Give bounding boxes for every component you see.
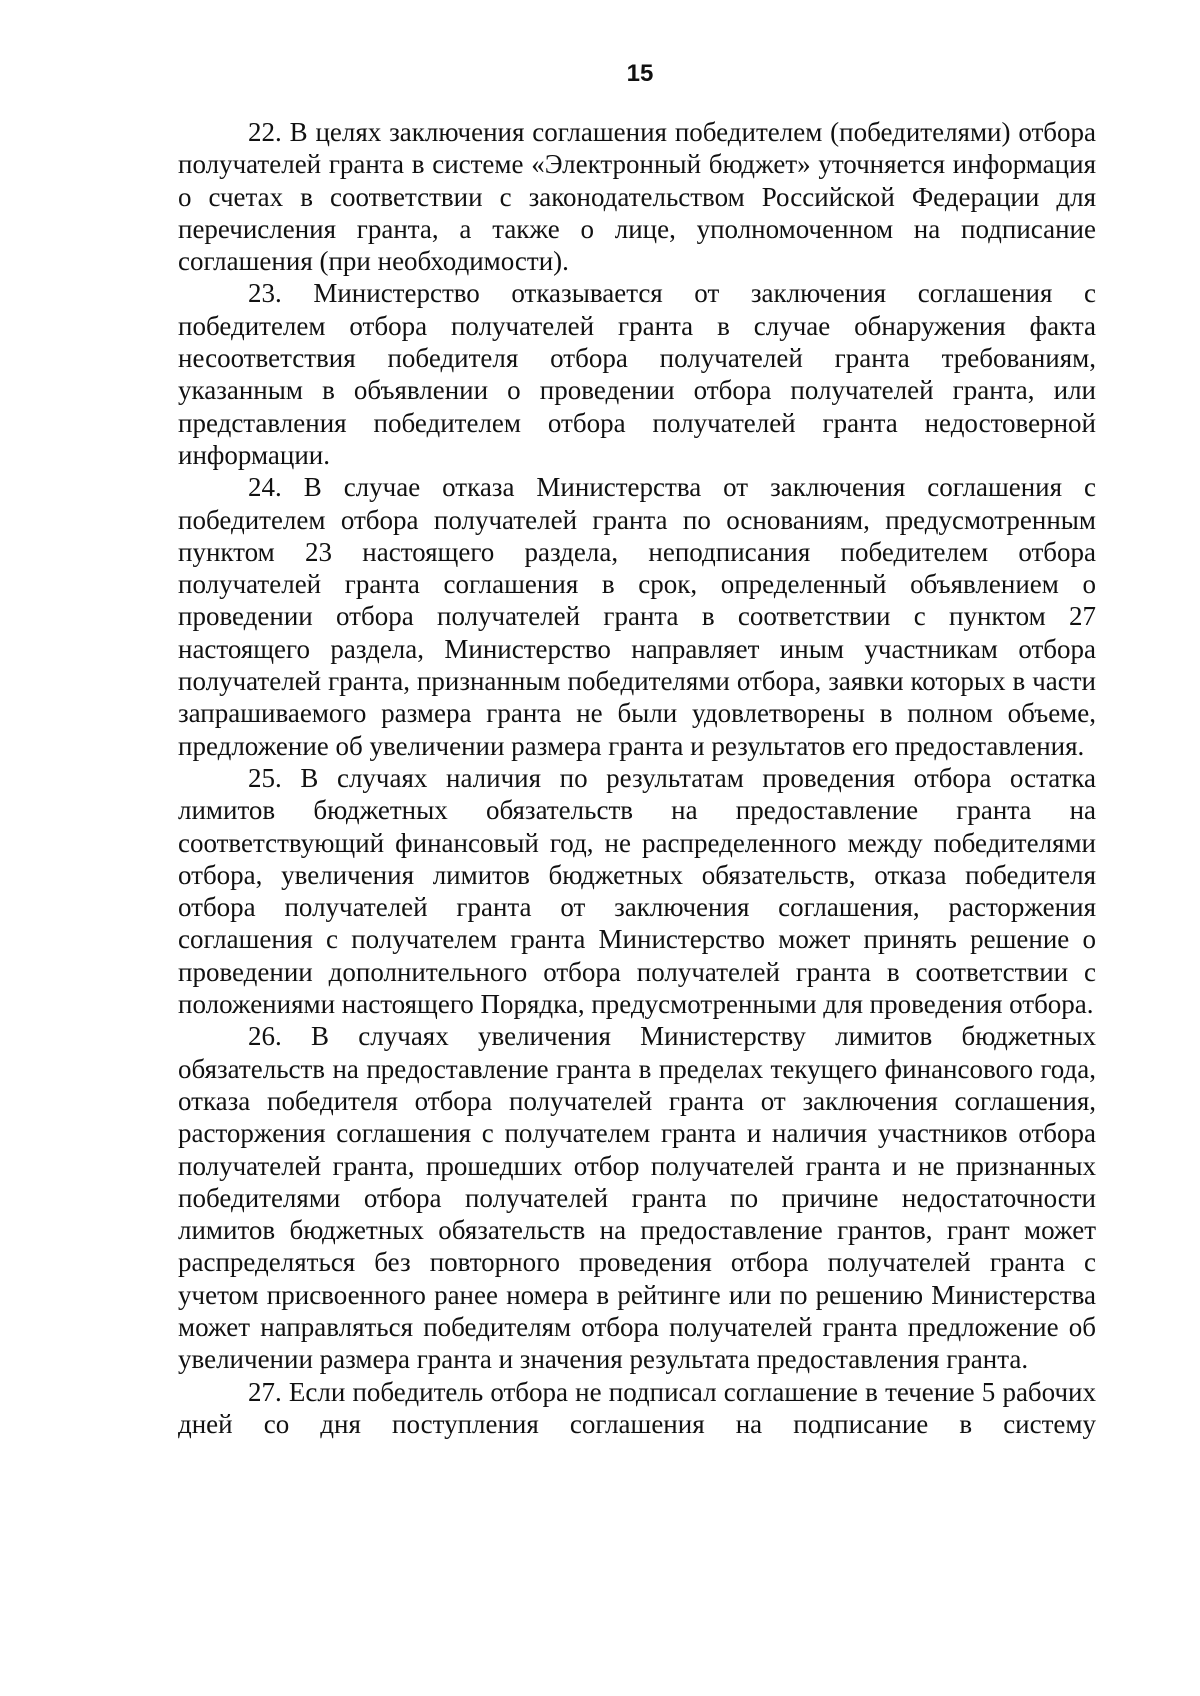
document-body xyxy=(178,116,1096,1440)
paragraph-27: 27. Если победитель отбора не подписал соглашение в течение 5 рабочих дней со дня поступления соглашения на подписание в систему xyxy=(178,1376,1096,1439)
paragraph-23: 23. Министерство отказывается от заключения соглашения с победителем отбора получателей гранта в случае обнаружения факта несоответствия победителя отбора получателей гранта требованиям, указанным в объявлении о проведении отбора получателей гранта, или представления победителем отбора получателей гранта недостоверной информации. xyxy=(178,278,1096,470)
paragraph-24: 24. В случае отказа Министерства от заключения соглашения с победителем отбора получателей гранта по основаниям, предусмотренным пунктом 23 настоящего раздела, неподписания победителем отбора получателей гранта соглашения в срок, определенный объявлением о проведении отбора получателей гранта в соответствии с пунктом 27 настоящего раздела, Министерство направляет иным участникам отбора получателей гранта, признанным победителями отбора, заявки которых в части запрашиваемого размера гранта не были удовлетворены в полном объеме, предложение об увеличении размера гранта и результатов его предоставления. xyxy=(178,472,1096,761)
paragraph-26: 26. В случаях увеличения Министерству лимитов бюджетных обязательств на предоставление гранта в пределах текущего финансового года, отказа победителя отбора получателей гранта от заключения соглашения, расторжения соглашения с получателем гранта и наличия участников отбора получателей гранта, прошедших отбор получателей гранта и не признанных победителями отбора получателей гранта по причине недостаточности лимитов бюджетных обязательств на предоставление грантов, грант может распределяться без повторного проведения отбора получателей гранта с учетом присвоенного ранее номера в рейтинге или по решению Министерства может направляться победителям отбора получателей гранта предложение об увеличении размера гранта и значения результата предоставления гранта. xyxy=(178,1021,1096,1375)
paragraph-25: 25. В случаях наличия по результатам проведения отбора остатка лимитов бюджетных обязательств на предоставление гранта на соответствующий финансовый год, не распределенного между победителями отбора, увеличения лимитов бюджетных обязательств, отказа победителя отбора получателей гранта от заключения соглашения, расторжения соглашения с получателем гранта Министерство может принять решение о проведении дополнительного отбора получателей гранта в соответствии с положениями настоящего Порядка, предусмотренными для проведения отбора. xyxy=(178,762,1096,1020)
paragraph-22: 22. В целях заключения соглашения победителем (победителями) отбора получателей гранта в системе «Электронный бюджет» уточняется информация о счетах в соответствии с законодательством Российской Федерации для перечисления гранта, а также о лице, уполномоченном на подписание соглашения (при необходимости). xyxy=(178,117,1096,277)
page-number: 15 xyxy=(626,60,654,87)
